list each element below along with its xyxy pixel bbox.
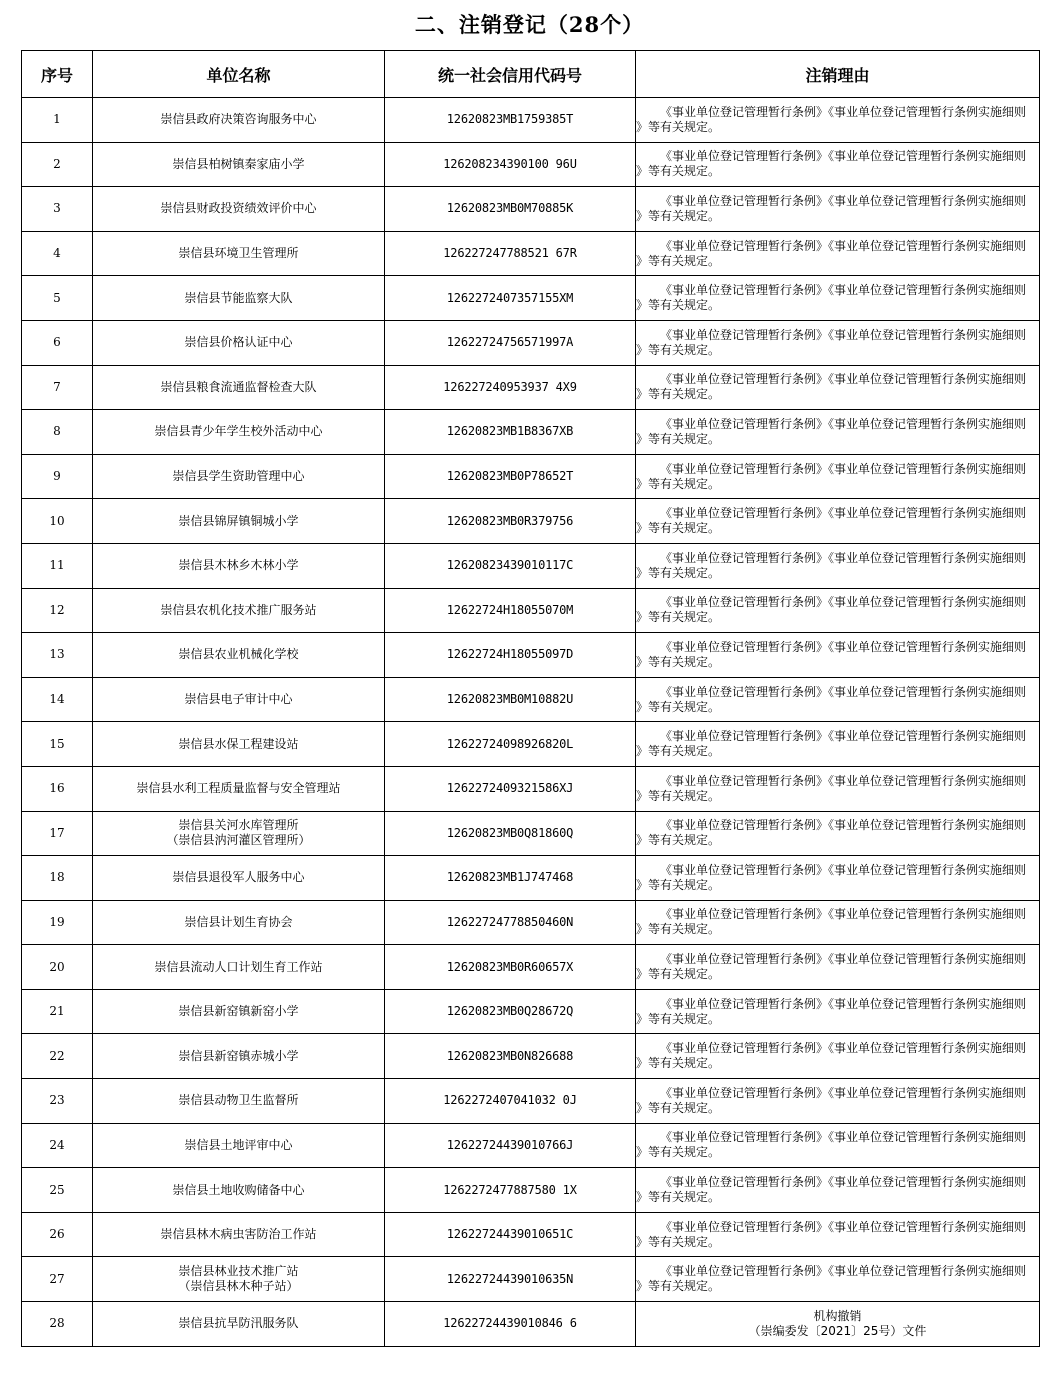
credit-code: 12620823MB0R60657X xyxy=(385,945,636,990)
unit-name: 崇信县财政投资绩效评价中心 xyxy=(160,201,317,216)
reason-line-2: 》等有关规定。 xyxy=(636,1145,721,1160)
row-index: 7 xyxy=(22,365,93,410)
unit-name-cell xyxy=(93,231,385,276)
deregistration-reason xyxy=(636,410,1040,455)
table-row xyxy=(22,677,1040,722)
deregistration-reason xyxy=(636,499,1040,544)
reason-line-2: 》等有关规定。 xyxy=(636,298,721,313)
reason-line-2: 》等有关规定。 xyxy=(636,253,721,268)
reason-line-2: （崇编委发〔2021〕25号）文件 xyxy=(748,1323,927,1338)
reason-line-1: 《事业单位登记管理暂行条例》《事业单位登记管理暂行条例实施细则 xyxy=(660,684,1027,699)
table-row xyxy=(22,454,1040,499)
unit-name-cell xyxy=(93,766,385,811)
reason-line-1: 《事业单位登记管理暂行条例》《事业单位登记管理暂行条例实施细则 xyxy=(660,1130,1027,1145)
row-index: 17 xyxy=(22,811,93,856)
credit-code: 12622724439010766J xyxy=(385,1123,636,1168)
row-index: 27 xyxy=(22,1257,93,1302)
reason-line-2: 》等有关规定。 xyxy=(636,744,721,759)
unit-name-alias: （崇信县林木种子站） xyxy=(178,1279,299,1294)
unit-name: 崇信县土地收购储备中心 xyxy=(172,1182,305,1197)
credit-code: 12620823MB0Q28672Q xyxy=(385,989,636,1034)
deregistration-reason xyxy=(636,811,1040,856)
deregistration-reason xyxy=(636,989,1040,1034)
row-index: 26 xyxy=(22,1212,93,1257)
header-reason: 注销理由 xyxy=(636,51,1040,98)
row-index: 11 xyxy=(22,543,93,588)
unit-name: 崇信县新窑镇新窑小学 xyxy=(178,1004,299,1019)
row-index: 3 xyxy=(22,187,93,232)
deregistration-reason xyxy=(636,454,1040,499)
unit-name: 崇信县价格认证中心 xyxy=(184,335,293,350)
unit-name-cell xyxy=(93,1123,385,1168)
table-row xyxy=(22,543,1040,588)
reason-line-2: 》等有关规定。 xyxy=(636,788,721,803)
table-row xyxy=(22,1302,1040,1347)
deregistration-reason xyxy=(636,1123,1040,1168)
reason-line-2: 》等有关规定。 xyxy=(636,699,721,714)
credit-code: 126227247788521 67R xyxy=(385,231,636,276)
unit-name: 崇信县关河水库管理所 xyxy=(178,818,299,833)
table-body xyxy=(22,98,1040,1347)
reason-line-2: 》等有关规定。 xyxy=(636,431,721,446)
deregistration-reason xyxy=(636,856,1040,901)
reason-line-1: 《事业单位登记管理暂行条例》《事业单位登记管理暂行条例实施细则 xyxy=(660,729,1027,744)
table-row xyxy=(22,900,1040,945)
reason-line-1: 《事业单位登记管理暂行条例》《事业单位登记管理暂行条例实施细则 xyxy=(660,907,1027,922)
credit-code: 126227240953937 4X9 xyxy=(385,365,636,410)
header-code: 统一社会信用代码号 xyxy=(385,51,636,98)
unit-name: 崇信县抗旱防汛服务队 xyxy=(178,1316,299,1331)
table-row xyxy=(22,499,1040,544)
deregistration-reason xyxy=(636,543,1040,588)
row-index: 21 xyxy=(22,989,93,1034)
deregistration-reason xyxy=(636,365,1040,410)
deregistration-table xyxy=(21,50,1040,1347)
row-index: 22 xyxy=(22,1034,93,1079)
unit-name: 崇信县林木病虫害防治工作站 xyxy=(160,1227,317,1242)
credit-code: 12620823MB1B8367XB xyxy=(385,410,636,455)
row-index: 2 xyxy=(22,142,93,187)
deregistration-reason xyxy=(636,766,1040,811)
table-row xyxy=(22,1123,1040,1168)
deregistration-reason xyxy=(636,633,1040,678)
table-row xyxy=(22,98,1040,143)
reason-line-1: 《事业单位登记管理暂行条例》《事业单位登记管理暂行条例实施细则 xyxy=(660,193,1027,208)
table-row xyxy=(22,320,1040,365)
header-index: 序号 xyxy=(22,51,93,98)
unit-name: 崇信县农机化技术推广服务站 xyxy=(160,602,317,617)
deregistration-reason xyxy=(636,1168,1040,1213)
row-index: 9 xyxy=(22,454,93,499)
credit-code: 126208234390100 96U xyxy=(385,142,636,187)
unit-name: 崇信县政府决策咨询服务中心 xyxy=(160,112,317,127)
unit-name-cell xyxy=(93,365,385,410)
reason-line-1: 《事业单位登记管理暂行条例》《事业单位登记管理暂行条例实施细则 xyxy=(660,238,1027,253)
reason-line-2: 》等有关规定。 xyxy=(636,1234,721,1249)
unit-name: 崇信县退役军人服务中心 xyxy=(172,870,305,885)
deregistration-reason xyxy=(636,276,1040,321)
unit-name: 崇信县青少年学生校外活动中心 xyxy=(154,424,323,439)
reason-line-1: 《事业单位登记管理暂行条例》《事业单位登记管理暂行条例实施细则 xyxy=(660,1175,1027,1190)
credit-code: 12622724H18055070M xyxy=(385,588,636,633)
unit-name-cell xyxy=(93,633,385,678)
unit-name-cell xyxy=(93,588,385,633)
unit-name-alias: （崇信县汭河灌区管理所） xyxy=(166,833,311,848)
reason-line-2: 》等有关规定。 xyxy=(636,164,721,179)
row-index: 19 xyxy=(22,900,93,945)
unit-name-cell xyxy=(93,989,385,1034)
row-index: 5 xyxy=(22,276,93,321)
unit-name-cell xyxy=(93,856,385,901)
credit-code: 12622724439010846 6 xyxy=(385,1302,636,1347)
deregistration-reason xyxy=(636,722,1040,767)
unit-name-cell xyxy=(93,677,385,722)
credit-code: 12620823MB1759385T xyxy=(385,98,636,143)
unit-name-cell xyxy=(93,187,385,232)
unit-name: 崇信县动物卫生监督所 xyxy=(178,1093,299,1108)
deregistration-reason xyxy=(636,677,1040,722)
unit-name-cell xyxy=(93,900,385,945)
unit-name-cell xyxy=(93,811,385,856)
unit-name: 崇信县节能监察大队 xyxy=(184,290,293,305)
reason-line-1: 《事业单位登记管理暂行条例》《事业单位登记管理暂行条例实施细则 xyxy=(660,1041,1027,1056)
reason-line-2: 》等有关规定。 xyxy=(636,476,721,491)
table-row xyxy=(22,588,1040,633)
row-index: 13 xyxy=(22,633,93,678)
credit-code: 1262272407041032 0J xyxy=(385,1079,636,1124)
unit-name: 崇信县计划生育协会 xyxy=(184,914,293,929)
unit-name-cell xyxy=(93,499,385,544)
table-row xyxy=(22,231,1040,276)
reason-line-1: 《事业单位登记管理暂行条例》《事业单位登记管理暂行条例实施细则 xyxy=(660,1085,1027,1100)
credit-code: 12622724439010651C xyxy=(385,1212,636,1257)
reason-line-1: 《事业单位登记管理暂行条例》《事业单位登记管理暂行条例实施细则 xyxy=(660,149,1027,164)
row-index: 25 xyxy=(22,1168,93,1213)
unit-name-cell xyxy=(93,722,385,767)
unit-name: 崇信县锦屏镇铜城小学 xyxy=(178,513,299,528)
reason-line-2: 》等有关规定。 xyxy=(636,565,721,580)
table-row xyxy=(22,1034,1040,1079)
credit-code: 12620823MB0P78652T xyxy=(385,454,636,499)
deregistration-reason xyxy=(636,320,1040,365)
table-row xyxy=(22,811,1040,856)
reason-line-1: 《事业单位登记管理暂行条例》《事业单位登记管理暂行条例实施细则 xyxy=(660,283,1027,298)
table-row xyxy=(22,989,1040,1034)
row-index: 12 xyxy=(22,588,93,633)
row-index: 16 xyxy=(22,766,93,811)
credit-code: 1262272407357155XM xyxy=(385,276,636,321)
deregistration-reason xyxy=(636,231,1040,276)
reason-line-2: 》等有关规定。 xyxy=(636,877,721,892)
deregistration-reason xyxy=(636,1212,1040,1257)
reason-line-1: 《事业单位登记管理暂行条例》《事业单位登记管理暂行条例实施细则 xyxy=(660,1219,1027,1234)
unit-name-cell xyxy=(93,276,385,321)
unit-name: 崇信县新窑镇赤城小学 xyxy=(178,1048,299,1063)
unit-name-cell xyxy=(93,98,385,143)
credit-code: 12622724439010635N xyxy=(385,1257,636,1302)
deregistration-reason xyxy=(636,945,1040,990)
reason-line-2: 》等有关规定。 xyxy=(636,387,721,402)
table-row xyxy=(22,633,1040,678)
row-index: 1 xyxy=(22,98,93,143)
unit-name-cell xyxy=(93,945,385,990)
deregistration-reason xyxy=(636,142,1040,187)
reason-line-2: 》等有关规定。 xyxy=(636,654,721,669)
credit-code: 12622724756571997A xyxy=(385,320,636,365)
reason-line-1: 《事业单位登记管理暂行条例》《事业单位登记管理暂行条例实施细则 xyxy=(660,372,1027,387)
row-index: 15 xyxy=(22,722,93,767)
row-index: 14 xyxy=(22,677,93,722)
row-index: 18 xyxy=(22,856,93,901)
table-row xyxy=(22,1257,1040,1302)
unit-name-cell xyxy=(93,1168,385,1213)
table-header-row xyxy=(22,51,1040,98)
table-row xyxy=(22,1212,1040,1257)
credit-code: 12620823MB0Q81860Q xyxy=(385,811,636,856)
unit-name-cell xyxy=(93,320,385,365)
credit-code: 12620823MB0M10882U xyxy=(385,677,636,722)
row-index: 6 xyxy=(22,320,93,365)
unit-name: 崇信县电子审计中心 xyxy=(184,692,293,707)
reason-line-1: 《事业单位登记管理暂行条例》《事业单位登记管理暂行条例实施细则 xyxy=(660,104,1027,119)
table-row xyxy=(22,187,1040,232)
deregistration-reason xyxy=(636,1079,1040,1124)
unit-name-cell xyxy=(93,1079,385,1124)
deregistration-reason xyxy=(636,588,1040,633)
reason-line-1: 《事业单位登记管理暂行条例》《事业单位登记管理暂行条例实施细则 xyxy=(660,639,1027,654)
deregistration-reason xyxy=(636,98,1040,143)
credit-code: 12620823MB0M70885K xyxy=(385,187,636,232)
row-index: 8 xyxy=(22,410,93,455)
row-index: 4 xyxy=(22,231,93,276)
deregistration-reason xyxy=(636,187,1040,232)
table-row xyxy=(22,856,1040,901)
unit-name: 崇信县木林乡木林小学 xyxy=(178,558,299,573)
unit-name-cell xyxy=(93,1034,385,1079)
reason-line-1: 《事业单位登记管理暂行条例》《事业单位登记管理暂行条例实施细则 xyxy=(660,506,1027,521)
unit-name-cell xyxy=(93,1257,385,1302)
deregistration-reason xyxy=(636,1257,1040,1302)
credit-code: 12622724H18055097D xyxy=(385,633,636,678)
unit-name: 崇信县水保工程建设站 xyxy=(178,736,299,751)
credit-code: 12620823MB0R379756 xyxy=(385,499,636,544)
unit-name: 崇信县柏树镇秦家庙小学 xyxy=(172,156,305,171)
reason-line-1: 《事业单位登记管理暂行条例》《事业单位登记管理暂行条例实施细则 xyxy=(660,595,1027,610)
table-row xyxy=(22,410,1040,455)
reason-line-1: 《事业单位登记管理暂行条例》《事业单位登记管理暂行条例实施细则 xyxy=(660,952,1027,967)
credit-code: 12622724098926820L xyxy=(385,722,636,767)
deregistration-reason xyxy=(636,1034,1040,1079)
reason-line-2: 》等有关规定。 xyxy=(636,1100,721,1115)
table-row xyxy=(22,1168,1040,1213)
reason-line-1: 《事业单位登记管理暂行条例》《事业单位登记管理暂行条例实施细则 xyxy=(660,1264,1027,1279)
table-row xyxy=(22,276,1040,321)
row-index: 20 xyxy=(22,945,93,990)
unit-name-cell xyxy=(93,142,385,187)
credit-code: 1262272409321586XJ xyxy=(385,766,636,811)
unit-name-cell xyxy=(93,1302,385,1347)
reason-line-2: 》等有关规定。 xyxy=(636,967,721,982)
reason-line-2: 》等有关规定。 xyxy=(636,119,721,134)
credit-code: 12620823MB1J747468 xyxy=(385,856,636,901)
deregistration-reason xyxy=(636,1302,1040,1347)
reason-line-1: 《事业单位登记管理暂行条例》《事业单位登记管理暂行条例实施细则 xyxy=(660,461,1027,476)
unit-name: 崇信县粮食流通监督检查大队 xyxy=(160,379,317,394)
table-row xyxy=(22,365,1040,410)
reason-line-1: 《事业单位登记管理暂行条例》《事业单位登记管理暂行条例实施细则 xyxy=(660,862,1027,877)
reason-line-1: 《事业单位登记管理暂行条例》《事业单位登记管理暂行条例实施细则 xyxy=(660,773,1027,788)
unit-name: 崇信县土地评审中心 xyxy=(184,1137,293,1152)
credit-code: 12622724778850460N xyxy=(385,900,636,945)
unit-name-cell xyxy=(93,1212,385,1257)
unit-name: 崇信县林业技术推广站 xyxy=(178,1264,299,1279)
unit-name: 崇信县农业机械化学校 xyxy=(178,647,299,662)
row-index: 28 xyxy=(22,1302,93,1347)
reason-line-1: 《事业单位登记管理暂行条例》《事业单位登记管理暂行条例实施细则 xyxy=(660,550,1027,565)
deregistration-reason xyxy=(636,900,1040,945)
reason-line-1: 机构撤销 xyxy=(813,1308,862,1323)
table-row xyxy=(22,722,1040,767)
table-row xyxy=(22,945,1040,990)
header-name: 单位名称 xyxy=(93,51,385,98)
reason-line-2: 》等有关规定。 xyxy=(636,208,721,223)
reason-line-2: 》等有关规定。 xyxy=(636,833,721,848)
reason-line-1: 《事业单位登记管理暂行条例》《事业单位登记管理暂行条例实施细则 xyxy=(660,416,1027,431)
credit-code: 1262272477887580 1X xyxy=(385,1168,636,1213)
unit-name-cell xyxy=(93,454,385,499)
row-index: 23 xyxy=(22,1079,93,1124)
unit-name: 崇信县学生资助管理中心 xyxy=(172,469,305,484)
reason-line-1: 《事业单位登记管理暂行条例》《事业单位登记管理暂行条例实施细则 xyxy=(660,996,1027,1011)
unit-name: 崇信县环境卫生管理所 xyxy=(178,246,299,261)
unit-name-cell xyxy=(93,543,385,588)
reason-line-2: 》等有关规定。 xyxy=(636,1190,721,1205)
reason-line-2: 》等有关规定。 xyxy=(636,922,721,937)
table-row xyxy=(22,142,1040,187)
credit-code: 12620823MB0N826688 xyxy=(385,1034,636,1079)
reason-line-2: 》等有关规定。 xyxy=(636,610,721,625)
row-index: 10 xyxy=(22,499,93,544)
unit-name-cell xyxy=(93,410,385,455)
unit-name: 崇信县水利工程质量监督与安全管理站 xyxy=(136,781,341,796)
table-row xyxy=(22,766,1040,811)
reason-line-2: 》等有关规定。 xyxy=(636,1011,721,1026)
reason-line-2: 》等有关规定。 xyxy=(636,1279,721,1294)
reason-line-1: 《事业单位登记管理暂行条例》《事业单位登记管理暂行条例实施细则 xyxy=(660,327,1027,342)
reason-line-1: 《事业单位登记管理暂行条例》《事业单位登记管理暂行条例实施细则 xyxy=(660,818,1027,833)
unit-name: 崇信县流动人口计划生育工作站 xyxy=(154,959,323,974)
page-title: 二、注销登记（28个） xyxy=(414,12,645,37)
credit-code: 12620823439010117C xyxy=(385,543,636,588)
reason-line-2: 》等有关规定。 xyxy=(636,342,721,357)
table-row xyxy=(22,1079,1040,1124)
row-index: 24 xyxy=(22,1123,93,1168)
reason-line-2: 》等有关规定。 xyxy=(636,1056,721,1071)
reason-line-2: 》等有关规定。 xyxy=(636,521,721,536)
